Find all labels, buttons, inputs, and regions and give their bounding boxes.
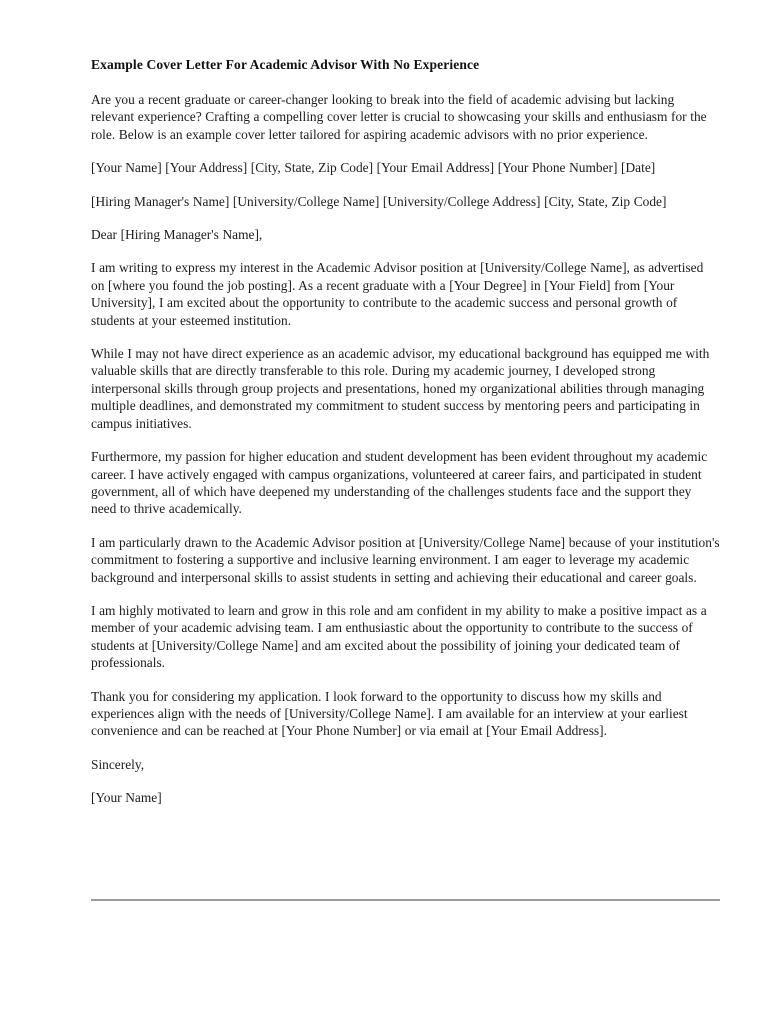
closing-paragraph: Thank you for considering my application. I look forward to the opportunity to discuss how my skills and experiences align with the needs of [University/College Name]. I am available for an interview at your earliest convenience and can be reached at [Your Phone Number] or via email at [Your Email Address]. xyxy=(91,688,688,739)
letter-paragraph-5: I am highly motivated to learn and grow in this role and am confident in my ability to make a positive impact as a member of your academic advising team. I am enthusiastic about the opportunity to contribute to the success of students at [University/College Name] and am excited about the possibility of joining your dedicated team of professionals. xyxy=(91,602,707,671)
letter-paragraph-1: I am writing to express my interest in the Academic Advisor position at [University/College Name], as advertised on [where you found the job posting]. As a recent graduate with a [Your Degree] in [Your Field] from [Your University], I am excited about the opportunity to contribute to the academic success and personal growth of students at your esteemed institution. xyxy=(91,260,704,328)
signature-name: [Your Name] xyxy=(91,790,162,806)
page-title: Example Cover Letter For Academic Advisor With No Experience xyxy=(91,57,480,72)
intro-paragraph: Are you a recent graduate or career-changer looking to break into the field of academic advising but lacking relevant experience? Crafting a compelling cover letter is crucial to showcasing your skills and enthusiasm for the role. Below is an example cover letter tailored for aspiring academic advisors with no prior experience. xyxy=(91,92,707,142)
sign-off: Sincerely, xyxy=(91,756,145,772)
recipient-address-block: [Hiring Manager's Name] [University/College Name] [University/College Address] [City, State, Zip Code] xyxy=(91,193,667,209)
sender-address-block: [Your Name] [Your Address] [City, State, Zip Code] [Your Email Address] [Your Phone Number] [Date] xyxy=(91,160,656,176)
letter-paragraph-3: Furthermore, my passion for higher education and student development has been evident throughout my academic career. I have actively engaged with campus organizations, volunteered at career fairs, and participated in student government, all of which have deepened my understanding of the challenges students face and the support they need to thrive academically. xyxy=(91,449,708,517)
letter-paragraph-4: I am particularly drawn to the Academic Advisor position at [University/College Name] because of your institution's commitment to fostering a supportive and inclusive learning environment. I am eager to leverage my academic background and interpersonal skills to assist students in setting and achieving their educational and career goals. xyxy=(91,534,720,585)
salutation: Dear [Hiring Manager's Name], xyxy=(91,227,263,243)
document-body xyxy=(91,56,720,807)
footer-divider xyxy=(91,899,720,901)
letter-paragraph-2: While I may not have direct experience as an academic advisor, my educational background has equipped me with valuable skills that are directly transferable to this role. During my academic journey, I developed strong interpersonal skills through group projects and presentations, honed my organizational abilities through managing multiple deadlines, and demonstrated my commitment to student success by mentoring peers and participating in campus initiatives. xyxy=(91,346,710,431)
